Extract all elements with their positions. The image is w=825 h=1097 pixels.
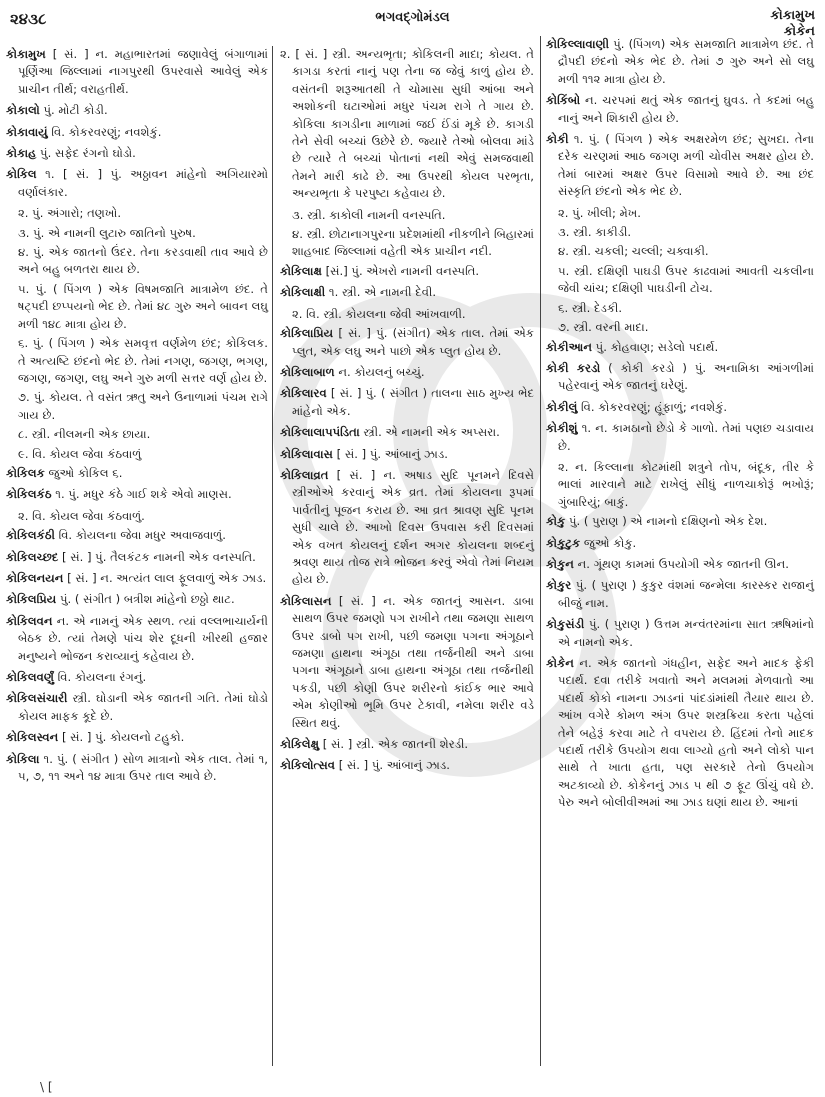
dictionary-entry bbox=[6, 102, 268, 119]
dictionary-entry bbox=[280, 385, 534, 420]
entry-headword: કોકિલોત્સવ bbox=[280, 758, 336, 773]
entry-definition: ૨. [ સં. ] સ્ત્રી. અન્યભૃતા; કોકિલની માદા; કોયલ. તે કાગડા કરતાં નાનું પણ તેના જ જેવું કાળું હોય છે. વસંતની શરૂઆતથી તે ચોમાસા સુધી આંબા અને અશોકની ઘટાઓમાં મધુર પંચમ રાગે તે ગાય છે. કોકિલા કાગડીના માળામાં જઈ ઈંડાં મૂકે છે. કાગડી તેને સેવી બચ્ચાં ઉછેરે છે. જ્યારે તેઓ બોલવા માંડે છે ત્યારે તે બચ્ચાં પોતાનાં નથી એવું સમજવાથી તેમને મારી કાઢે છે. આ ઉપરથી કોયલ પરભૃતા, અન્યભૃતા કે પરપુષ્ટા કહેવાય છે. bbox=[280, 47, 534, 201]
entry-definition: પું. મોટી કોડી. bbox=[39, 103, 108, 118]
entry-definition: [ સં. ] પું. કોયલનો ટહુકો. bbox=[58, 730, 185, 745]
entry-sense: ૮. સ્ત્રી. નીલમની એક છાયા. bbox=[18, 427, 151, 442]
dictionary-entry bbox=[280, 325, 534, 360]
entry-definition: પું. ( પુરાણ ) એ નામનો દક્ષિણનો એક દેશ. bbox=[565, 514, 768, 529]
page-number: ૨૪૩૮ bbox=[10, 10, 47, 28]
entry-sense: ૨. પું. અંગારો; તણખો. bbox=[18, 206, 122, 221]
entry-sense: ૨. વિ. કોયલ જેવા કંઠવાળું. bbox=[18, 508, 145, 523]
dictionary-entry bbox=[546, 535, 814, 552]
dictionary-entry bbox=[546, 360, 814, 395]
column-3 bbox=[546, 36, 814, 816]
entry-headword: કોકિલેક્ષુ bbox=[280, 737, 320, 752]
entry-sense: ૫. સ્ત્રી. દક્ષિણી પાઘડી ઉપર કાઢવામાં આવતી ચકલીના જેવી ચાંચ; દક્ષિણી પાઘડીની ટોચ. bbox=[558, 263, 814, 296]
entry-definition: [ સં. ] પું. ( સંગીત ) તાલના સાઠ મુખ્ય ભેદ માંહેનો એક. bbox=[292, 386, 534, 418]
entry-definition: ન. એક જાતનો ગંધહીન, સફેદ અને માદક ફેકી પદાર્થ. દવા તરીકે ખવાતો અને મલમમાં મેળવાતો આ પદાર્થ કોકો નામના ઝાડનાં પાંદડાંમાંથી તૈયાર થાય છે. આંખ વગેરે કોમળ અંગ ઉપર શસ્ત્રક્રિયા કરતા પહેલાં તેને બહેરૂં કરવા માટે તે વપરાય છે. હિંદમાં તેનો માદક પદાર્થ તરીકે ઉપયોગ થવા લાગ્યો હતો અને લોકો પાન સાથે તે ખાતા હતા, પણ સરકારે તેનો ઉપયોગ અટકાવ્યો છે. કોકેનનું ઝાડ ૫ થી ૭ ફૂટ ઊંચું વધે છે. પેરુ અને બોલીવીઅમાં આ ઝાડ ઘણાં થાય છે. આનાં bbox=[558, 656, 814, 810]
dictionary-entry bbox=[280, 46, 534, 203]
entry-headword: કોકાહ bbox=[6, 146, 37, 161]
entry-headword: કોકિલવર્ણું bbox=[6, 670, 54, 684]
entry-definition: પું. સફેદ રંગનો ઘોડો. bbox=[36, 146, 136, 161]
entry-definition: ન. એ નામનું એક સ્થળ. ત્યાં વલ્લભાચાર્યની બેઠક છે. ત્યાં તેમણે પાંચ શેર દૂધની ખીરથી હજાર મનુષ્યને ભોજન કરાવ્યાનું કહેવાય છે. bbox=[18, 613, 268, 663]
entry-headword: કોકિલનયન bbox=[6, 570, 64, 585]
entry-headword: કોકિલાક્ષ bbox=[280, 263, 322, 278]
entry-definition: ૧. સ્ત્રી. એ નામની દેવી. bbox=[325, 285, 437, 300]
entry-headword: કોકિલ bbox=[6, 167, 37, 182]
entry-definition: [ સં. ] પું. આંબાનું ઝાડ. bbox=[332, 446, 448, 461]
dictionary-entry bbox=[546, 92, 814, 127]
entry-definition: જુઓ કોકિલ ૬. bbox=[44, 465, 123, 480]
entry-definition: સ્ત્રી. ઘોડાની એક જાતની ગતિ. તેમાં ઘોડો કોયલ માફક કૂદે છે. bbox=[18, 691, 268, 723]
dictionary-entry bbox=[280, 263, 534, 280]
entry-definition: ન. ગૂંથણ કામમાં ઉપયોગી એક જાતની ઊન. bbox=[573, 556, 789, 571]
dictionary-entry bbox=[280, 467, 534, 589]
dictionary-entry bbox=[6, 570, 268, 587]
dictionary-entry bbox=[280, 446, 534, 463]
entry-headword: કોકિલ્લાવાણી bbox=[546, 37, 610, 51]
entry-headword: કોકુર bbox=[546, 578, 572, 593]
entry-headword: કોકુટુક bbox=[546, 535, 581, 550]
entry-definition: પું. ( પુરાણ ) કુકુર વંશમાં જન્મેલા કારસ્કર રાજાનું બીજું નામ. bbox=[558, 578, 814, 610]
dictionary-entry bbox=[546, 616, 814, 651]
entry-sense: ૯. વિ. કોયલ જેવા કંઠવાળું bbox=[18, 446, 142, 461]
entry-headword: કોકિલસ્વન bbox=[6, 730, 59, 745]
dictionary-entry bbox=[546, 420, 814, 455]
entry-headword: કોકિલસંચારી bbox=[6, 691, 68, 706]
guide-word-last: કોકેન bbox=[783, 24, 815, 39]
entry-headword: કોકિલાસન bbox=[280, 593, 332, 608]
entry-definition: [ સં. ] ન. એક જાતનું આસન. ડાબા સાથળ ઉપર જમણો પગ રાખીને તથા જમણા સાથળ ઉપર ડાબો પગ રાખી, પછી જમણા પગના અંગૂઠાને જમણા હાથના અંગૂઠા તથા તર્જનીથી અને ડાબા પગના અંગૂઠાને ડાબા હાથના અંગૂઠા તથા તર્જનીથી પકડી, પછી કોણી ઉપર શરીરનો કાંઈક ભાર આવે એમ કોણીઓ ભૂમિ ઉપર ટેકાવી, નમેલા શરીર વડે સ્થિત થવું. bbox=[292, 593, 534, 730]
dictionary-entry bbox=[546, 655, 814, 812]
dictionary-entry bbox=[6, 486, 268, 503]
entry-definition: વિ. કોયલના રંગનું. bbox=[54, 670, 147, 684]
entry-headword: કોકી bbox=[546, 132, 569, 147]
entry-definition: વિ. કોકરવરણું; નવશેકું. bbox=[47, 124, 162, 139]
dictionary-entry bbox=[6, 591, 268, 608]
entry-headword: કોકિલાલાપપંડિતા bbox=[280, 425, 360, 440]
dictionary-entry bbox=[546, 36, 814, 88]
entry-definition: પું. ( સંગીત ) બત્રીશ માંહેનો છઠ્ઠો થાટ. bbox=[56, 592, 235, 607]
entry-headword: કોકિલક bbox=[6, 465, 45, 480]
entry-definition: જુઓ કોકુ. bbox=[580, 535, 637, 550]
entry-sense: ૫. પું. ( પિંગળ ) એક વિષમજાતિ માત્રામેળ છંદ. તે ષટ્પદી છપ્પયનો ભેદ છે. તેમાં ૪૮ ગુરુ અને બાવન લઘુ મળી ૧૪૮ માત્રા હોય છે. bbox=[18, 281, 268, 331]
dictionary-entry bbox=[546, 131, 814, 201]
dictionary-entry bbox=[6, 729, 268, 746]
entry-headword: કોકિંબો bbox=[546, 93, 581, 108]
dictionary-entry bbox=[280, 284, 534, 301]
entry-headword: કોકિલાક્ષી bbox=[280, 285, 326, 300]
entry-headword: કોકિલાવાસ bbox=[280, 446, 333, 461]
dictionary-entry bbox=[280, 593, 534, 732]
entry-headword: કોકાવાયું bbox=[6, 124, 48, 139]
entry-headword: કોકુન bbox=[546, 556, 574, 571]
entry-headword: કોકીલું bbox=[546, 399, 578, 414]
entry-definition: ૧. [ સં. ] પું. અઠ્ઠાવન માંહેનો અગિયારમો વર્ણાલંકાર. bbox=[18, 167, 268, 199]
dictionary-entry bbox=[6, 613, 268, 665]
entry-sense: ૪. સ્ત્રી. છોટાનાગપુરના પ્રદેશમાંથી નીકળીને બિહારમાં શાહબાદ જિલ્લામાં વહેતી એક પ્રાચીન નદી. bbox=[292, 227, 534, 259]
dictionary-entry bbox=[6, 751, 268, 786]
entry-definition: [ સં. ] સ્ત્રી. એક જાતની શેરડી. bbox=[319, 737, 469, 752]
dictionary-entry bbox=[6, 166, 268, 201]
entry-definition: [ સં. ] પું. આંબાનું ઝાડ. bbox=[335, 758, 450, 773]
dictionary-entry bbox=[6, 669, 268, 686]
entry-sense: ૬. પું. ( પિંગળ ) એક સમવૃત્ત વર્ણમેળ છંદ; કોકિલક. તે અત્યષ્ટિ છંદનો ભેદ છે. તેમાં નગણ, જગણ, ભગણ, જગણ, જગણ, લઘુ અને ગુરુ મળી સત્તર વર્ણ હોય છે. bbox=[18, 336, 268, 385]
dictionary-entry bbox=[6, 46, 268, 98]
column-1 bbox=[6, 46, 268, 789]
entry-sense: ૬. સ્ત્રી. દેડકી. bbox=[558, 300, 623, 315]
dictionary-entry bbox=[6, 690, 268, 725]
column-divider-left bbox=[272, 46, 273, 1066]
dictionary-entry bbox=[280, 757, 534, 774]
entry-definition: [ સં. ] ન. અષાડ સુદિ પૂનમને દિવસે સ્ત્રીઓએ કરવાનું એક વ્રત. તેમાં કોયલના રૂપમાં પાર્વતીનું પૂજન કરાય છે. આ વ્રત શ્રાવણ સુદિ પૂનમ સુધી ચાલે છે. આખો દિવસ ઉપવાસ કરી દિવસમાં એક વખત કોયલનું દર્શન અગર કોયલના શબ્દનું શ્રવણ થાય તોજ રાત્રે ભોજન કરવું એવો તેમાં નિયમ હોય છે. bbox=[292, 467, 534, 587]
entry-headword: કોકીઆન bbox=[546, 339, 592, 354]
dictionary-entry bbox=[546, 577, 814, 612]
entry-headword: કોકુ bbox=[546, 514, 566, 529]
entry-headword: કોકિલવન bbox=[6, 613, 53, 628]
entry-headword: કોકી કરડો bbox=[546, 360, 601, 375]
column-2 bbox=[280, 46, 534, 779]
entry-definition: ૧. પું. ( પિંગળ ) એક અક્ષરમેળ છંદ; સુખદા. તેના દરેક ચરણમાં આઠ જગણ મળી ચોવીસ અક્ષર હોય છે. તેમાં બારમાં અક્ષર ઉપર વિસામો આવે છે. આ છંદ સંસ્કૃતિ છંદનો એક ભેદ છે. bbox=[558, 132, 814, 199]
entry-headword: કોકિલારવ bbox=[280, 386, 327, 401]
entry-definition: ન. કોયલનું બચ્ચું. bbox=[334, 364, 425, 379]
entry-headword: કોકિલપ્રિય bbox=[6, 592, 57, 607]
entry-headword: કોકામુખ bbox=[6, 47, 46, 61]
dictionary-entry bbox=[546, 399, 814, 416]
entry-sense: ૭. પું. કોયલ. તે વસંત ઋતુ અને ઉનાળામાં પંચમ રાગે ગાય છે. bbox=[18, 390, 268, 422]
entry-definition: [ સં. ] પું. (સંગીત) એક તાલ. તેમાં એક પ્લુત, એક લઘુ અને પાછો એક પ્લુત હોય છે. bbox=[292, 326, 534, 358]
dictionary-entry bbox=[280, 736, 534, 753]
guide-word-first: કોકામુખ bbox=[770, 8, 815, 23]
entry-definition: પું. (પિંગળ) એક સમજાતિ માત્રામેળ છંદ. તે દ્રૌપદી છંદનો એક ભેદ છે. તેમાં ૭ ગુરુ અને સો લઘુ મળી ૧૧૨ માત્રા હોય છે. bbox=[558, 37, 814, 86]
dictionary-entry bbox=[6, 527, 268, 544]
dictionary-entry bbox=[546, 556, 814, 573]
dictionary-entry bbox=[6, 465, 268, 482]
entry-headword: કોકિલચ્છદ bbox=[6, 549, 59, 564]
entry-sense: ૨. વિ. સ્ત્રી. કોયલના જેવી આંખવાળી. bbox=[292, 306, 466, 321]
entry-headword: કોકિલાપ્રિય bbox=[280, 326, 334, 341]
dictionary-entry bbox=[6, 124, 268, 141]
entry-definition: ન. ચરપમાં થતું એક જાતનું ઘુવડ. તે કદમાં બહુ નાનું અને શિકારી હોય છે. bbox=[558, 93, 814, 125]
entry-headword: કોકિલાવ્રત bbox=[280, 467, 329, 482]
dictionary-entry bbox=[6, 549, 268, 566]
entry-headword: કોકિલા bbox=[6, 751, 40, 766]
entry-headword: કોકિલકંઠી bbox=[6, 528, 55, 543]
entry-definition: પું. ( પુરાણ ) ઉત્તમ મન્વંતરમાંના સાત ઋષિમાંનો એ નામનો એક. bbox=[558, 617, 814, 649]
entry-headword: કોકાલો bbox=[6, 103, 40, 118]
entry-definition: [ સં. ] ન. મહાભારતમાં જણાવેલું બંગાળામાં પૂર્ણિઆ જિલ્લામાં નાગપુરથી ઉપરવાસે આવેલું એક પ્રાચીન તીર્થ; વરાહતીર્થ. bbox=[18, 47, 268, 96]
dictionary-entry bbox=[546, 339, 814, 356]
dictionary-entry bbox=[6, 145, 268, 162]
entry-definition: ( કોકી કરડો ) પું. અનામિકા આંગળીમાં પહેરવાનું એક જાતનું ઘરેણું. bbox=[558, 360, 814, 393]
footer-mark: \ [ bbox=[40, 1080, 53, 1094]
entry-definition: [ સં. ] પું. તૈલકંટક નામની એક વનસ્પતિ. bbox=[58, 549, 256, 564]
entry-sense: ૭. સ્ત્રી. વરની માદા. bbox=[558, 320, 649, 335]
entry-definition: [ સં. ] ન. અત્યંત લાલ ફૂલવાળું એક ઝાડ. bbox=[63, 570, 267, 585]
entry-definition: [સં.] પું. એખરો નામની વનસ્પતિ. bbox=[321, 263, 480, 278]
entry-headword: કોકુસંડી bbox=[546, 617, 585, 632]
dictionary-entry bbox=[280, 364, 534, 381]
entry-headword: કોકેન bbox=[546, 656, 574, 670]
entry-definition: ૧. પું. મધુર કંઠે ગાઈ શકે એવો માણસ. bbox=[51, 487, 232, 502]
column-divider-right bbox=[540, 36, 541, 1066]
book-title: ભગવદ્ગોમંડલ bbox=[375, 10, 450, 25]
entry-definition: વિ. કોયલના જેવા મધુર અવાજવાળું. bbox=[54, 528, 226, 543]
dictionary-entry bbox=[280, 424, 534, 441]
entry-sense: ૩. સ્ત્રી. કાકીડી. bbox=[558, 225, 632, 240]
entry-definition: ૧. પું. ( સંગીત ) સોળ માત્રાનો એક તાલ. તેમાં ૧, ૫, ૭, ૧૧ અને ૧૪ માત્રા ઉપર તાલ આવે છે. bbox=[18, 751, 268, 784]
entry-headword: કોકીશું bbox=[546, 421, 578, 436]
entry-definition: ૧. ન. કામઠાનો છેડો કે ગાળો. તેમાં પણછ ચડાવાય છે. bbox=[558, 421, 814, 453]
entry-definition: પું. કોહવાણ; સડેલો પદાર્થ. bbox=[591, 339, 719, 354]
entry-sense: ૪. સ્ત્રી. ચકલી; ચલ્લી; ચક્વાકી. bbox=[558, 244, 709, 259]
entry-sense: ૨. ન. કિલ્લાના કોટમાંથી શત્રુને તોપ, બંદૂક, તીર કે ભાલાં મારવાને માટે રાખેલું સીધું નાળચાકોરૂં ભખોરૂં; ગુંબારિયું; બાકું. bbox=[558, 459, 814, 509]
entry-sense: ૨. પું. ખીલી; મેખ. bbox=[558, 205, 641, 220]
entry-headword: કોકિલાબાળ bbox=[280, 364, 335, 379]
entry-headword: કોકિલકંઠ bbox=[6, 487, 52, 502]
entry-sense: ૩. સ્ત્રી. કાકોલી નામની વનસ્પતિ. bbox=[292, 207, 446, 222]
dictionary-entry bbox=[546, 513, 814, 530]
entry-definition: વિ. કોકરવરણું; હૂંફાળું; નવશેકું. bbox=[577, 399, 728, 414]
entry-sense: ૩. પું. એ નામની લુટારુ જાતિનો પુરુષ. bbox=[18, 225, 196, 240]
entry-definition: સ્ત્રી. એ નામની એક અપ્સરા. bbox=[359, 425, 500, 440]
entry-sense: ૪. પું. એક જાતનો ઉંદર. તેના કરડવાથી તાવ આવે છે અને બહુ બળતરા થાય છે. bbox=[18, 245, 268, 277]
